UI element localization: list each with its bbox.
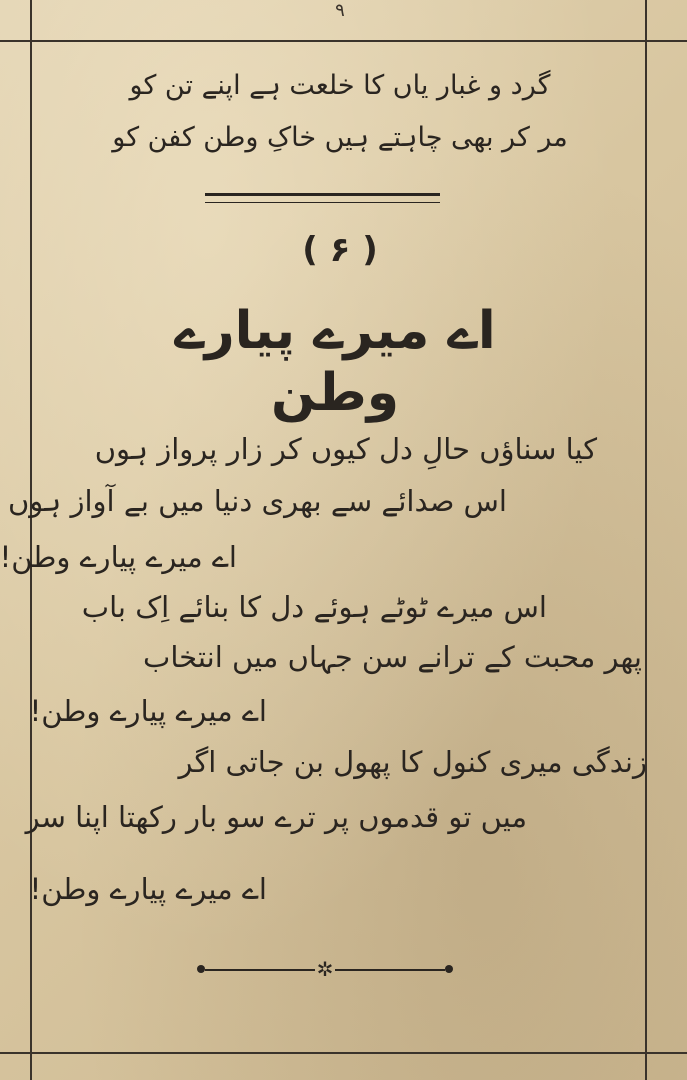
verse-line: اس میرے ٹوٹے ہوئے دل کا بنائے اِک باب bbox=[81, 590, 547, 624]
ornament-star-icon: ✲ bbox=[316, 957, 334, 981]
end-ornament bbox=[195, 957, 455, 981]
couplet-line-1: گرد و غبار یاں کا خلعت ہے اپنے تن کو bbox=[129, 70, 551, 101]
bottom-border-rule bbox=[0, 1052, 687, 1054]
refrain-line: اے میرے پیارے وطن! bbox=[29, 694, 267, 728]
right-border-rule bbox=[645, 0, 647, 1080]
poem-number: ( ۶ ) bbox=[302, 230, 378, 270]
verse-line: میں تو قدموں پر ترے سو بار رکھتا اپنا سر bbox=[25, 800, 527, 834]
verse-line: کیا سناؤں حالِ دل کیوں کر زار پرواز ہوں bbox=[94, 432, 597, 466]
ornament-bar bbox=[205, 969, 315, 971]
ornament-bar bbox=[335, 969, 445, 971]
top-border-rule bbox=[0, 40, 687, 42]
ornament-dot bbox=[445, 965, 453, 973]
refrain-line: اے میرے پیارے وطن! bbox=[0, 540, 237, 574]
verse-line: پھر محبت کے ترانے سن جہاں میں انتخاب bbox=[143, 640, 642, 674]
verse-line: زندگی میری کنول کا پھول بن جاتی اگر bbox=[178, 745, 647, 779]
couplet-line-2: مر کر بھی چاہتے ہیں خاکِ وطن کفن کو bbox=[112, 122, 568, 153]
refrain-line: اے میرے پیارے وطن! bbox=[29, 872, 267, 906]
page-number: ۹ bbox=[335, 0, 345, 21]
verse-line: اس صدائے سے بھری دنیا میں بے آواز ہوں bbox=[8, 484, 507, 518]
ornament-dot bbox=[197, 965, 205, 973]
section-divider bbox=[205, 193, 440, 203]
poem-title: اے میرے پیارے وطن bbox=[174, 301, 496, 424]
